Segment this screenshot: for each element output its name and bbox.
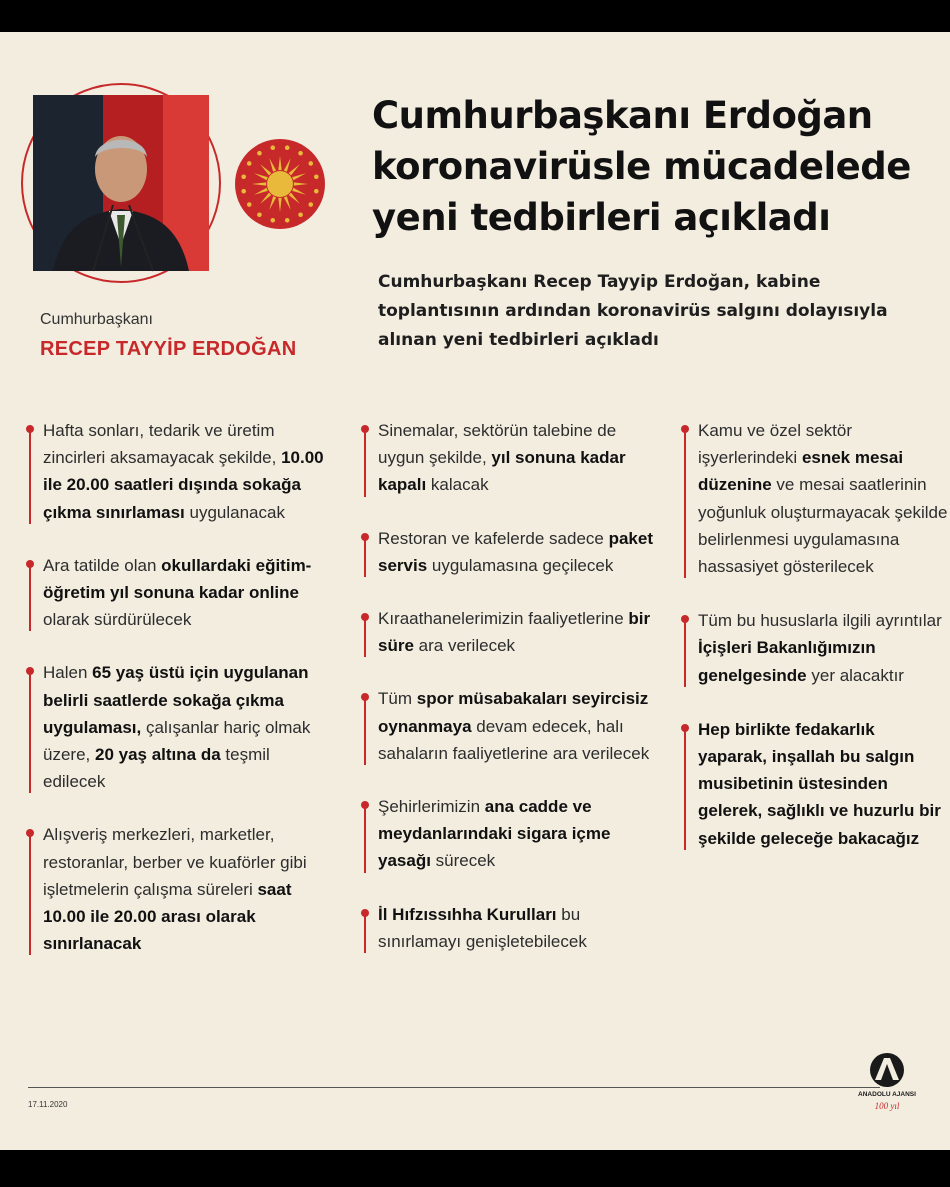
measure-text: Ara tatilde olan — [43, 555, 162, 575]
measure-item — [363, 901, 663, 955]
measure-item — [363, 525, 663, 579]
intro-text: Cumhurbaşkanı Recep Tayyip Erdoğan, kabine toplantısının ardından koronavirüs salgını dolayısıyla alınan yeni tedbirleri açıkladı — [378, 272, 888, 350]
measure-text-bold: ana cadde ve meydanlarındaki sigara içme yasağı — [378, 797, 611, 871]
measure-text: Tüm bu hususlarla ilgili ayrıntılar — [698, 611, 942, 631]
measure-text: teşmil edilecek — [43, 745, 270, 792]
measure-text: bu sınırlamayı genişletebilecek — [378, 904, 587, 951]
measure-text-bold: İl Hıfzıssıhha Kurulları — [378, 904, 557, 924]
footer-divider — [28, 1087, 880, 1088]
measure-text-bold: Hep birlikte fedakarlık yaparak, inşallah bu salgın musibetinin üstesinden gelerek, sağlıklı ve huzurlu bir şekilde geleceğe bakacağız — [698, 719, 941, 848]
measure-text: uygulanacak — [184, 502, 285, 522]
measure-text-bold: bir süre — [378, 609, 651, 656]
measures-column-1 — [28, 417, 333, 983]
logo-sub-text: 100 yıl — [874, 1101, 900, 1111]
measure-text: ara verilecek — [413, 636, 516, 656]
portrait-photo — [33, 95, 209, 271]
presidential-seal-icon — [234, 138, 326, 230]
measure-text-bold: paket servis — [378, 528, 654, 575]
anadolu-ajansi-logo — [858, 1050, 916, 1124]
measure-text: Kamu ve özel sektör işyerlerindeki — [698, 421, 853, 468]
measure-text-bold: 10.00 ile 20.00 saatleri dışında sokağa çıkma sınırlaması — [43, 448, 324, 522]
person-role: Cumhurbaşkanı — [40, 311, 153, 328]
measure-text-bold: esnek mesai düzenine — [698, 448, 904, 495]
measure-text: uygulamasına geçilecek — [427, 555, 614, 575]
measure-item — [683, 607, 948, 689]
measure-text: olarak sürdürülecek — [43, 610, 192, 630]
measure-item — [28, 659, 333, 795]
measure-item — [683, 417, 948, 580]
page-title: Cumhurbaşkanı Erdoğan koronavirüsle mücadelede yeni tedbirleri açıkladı — [372, 94, 911, 239]
measure-item — [363, 417, 663, 499]
measure-text-bold: 20 yaş altına da — [94, 745, 221, 765]
measure-item — [363, 605, 663, 659]
measure-text: Tüm — [378, 689, 417, 709]
measure-text-bold: okullardaki eğitim-öğretim yıl sonuna kadar online — [43, 555, 312, 603]
measure-text-bold: İçişleri Bakanlığımızın genelgesinde — [698, 638, 876, 685]
measure-text: Alışveriş merkezleri, marketler, restoranlar, berber ve kuaförler gibi işletmelerin çalışma süreleri — [43, 825, 307, 899]
person-name: RECEP TAYYİP ERDOĞAN — [40, 338, 297, 360]
measure-text-bold: saat 10.00 ile 20.00 arası olarak sınırlanacak — [43, 879, 292, 954]
publish-date: 17.11.2020 — [28, 1100, 68, 1109]
measure-text: çalışanlar hariç olmak üzere, — [43, 717, 311, 765]
measure-text: Sinemalar, sektörün talebine de uygun şekilde, — [378, 421, 617, 468]
measure-text: kalacak — [426, 475, 489, 495]
measure-text: Kıraathanelerimizin faaliyetlerine — [378, 609, 629, 629]
measure-item — [28, 552, 333, 634]
measure-text: Halen — [43, 663, 93, 683]
measure-text: sürecek — [430, 851, 496, 871]
measure-item — [28, 417, 333, 526]
measure-text: devam edecek, halı sahaların faaliyetlerine ara verilecek — [378, 716, 650, 763]
measures-column-2 — [363, 417, 663, 981]
measure-text: ve mesai saatlerinin yoğunluk oluşturmayacak şekilde belirlenmesi uygulamasına hassasiyet gösterilecek — [698, 475, 948, 577]
measure-item — [363, 685, 663, 767]
measures-column-3 — [683, 417, 948, 879]
measure-item — [363, 793, 663, 875]
measure-text: yer alacaktır — [806, 665, 904, 685]
logo-text: ANADOLU AJANSI — [858, 1091, 916, 1098]
measure-text-bold: spor müsabakaları seyircisiz oynanmaya — [378, 689, 649, 736]
infographic-page — [0, 32, 950, 1150]
measure-text-bold: 65 yaş üstü için uygulanan belirli saatlerde sokağa çıkma uygulaması, — [43, 663, 309, 737]
measure-item — [28, 821, 333, 957]
measure-item — [683, 716, 948, 852]
measure-text: Restoran ve kafelerde sadece — [378, 528, 609, 548]
measure-text: Hafta sonları, tedarik ve üretim zincirleri aksamayacak şekilde, — [43, 421, 282, 468]
measure-text: Şehirlerimizin — [378, 797, 485, 817]
measure-text-bold: yıl sonuna kadar kapalı — [378, 448, 626, 495]
